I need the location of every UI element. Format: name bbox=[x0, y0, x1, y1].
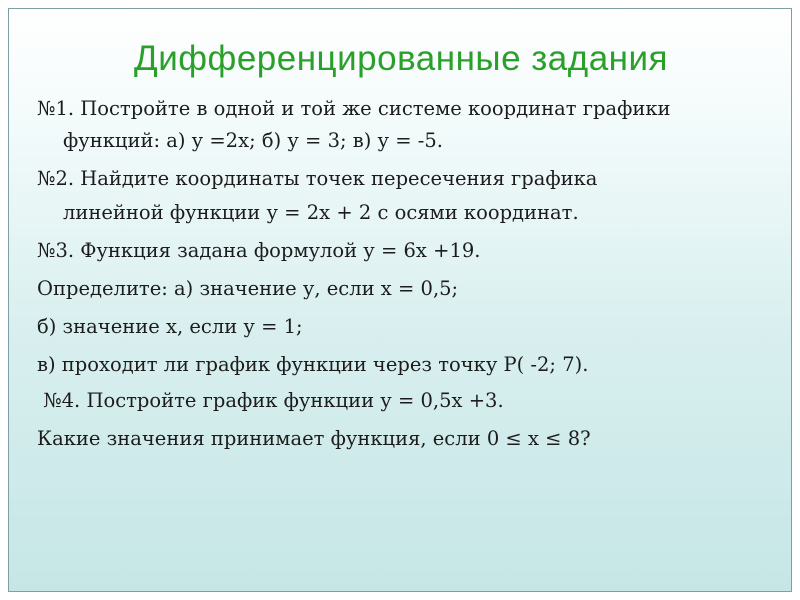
task-4-line-1: №4. Постройте график функции у = 0,5х +3. bbox=[37, 389, 504, 412]
slide-title: Дифференцированные задания bbox=[133, 39, 668, 78]
task-2-line-1: №2. Найдите координаты точек пересечения графика bbox=[37, 167, 598, 190]
task-1-line-1: №1. Постройте в одной и той же системе координат графики bbox=[37, 97, 671, 120]
task-3-line-3: б) значение х, если у = 1; bbox=[37, 315, 303, 338]
task-4-line-2: Какие значения принимает функция, если 0 ≤ х ≤ 8? bbox=[37, 427, 591, 450]
task-3-line-2: Определите: а) значение у, если х = 0,5; bbox=[37, 277, 459, 300]
task-3-line-1: №3. Функция задана формулой у = 6х +19. bbox=[37, 239, 481, 262]
task-1-line-2: функций: а) у =2х; б) у = 3; в) у = -5. bbox=[63, 129, 443, 152]
task-3-line-4: в) проходит ли график функции через точку Р( -2; 7). bbox=[37, 353, 589, 376]
slide bbox=[8, 8, 792, 592]
task-2-line-2: линейной функции у = 2х + 2 с осями координат. bbox=[63, 201, 579, 224]
